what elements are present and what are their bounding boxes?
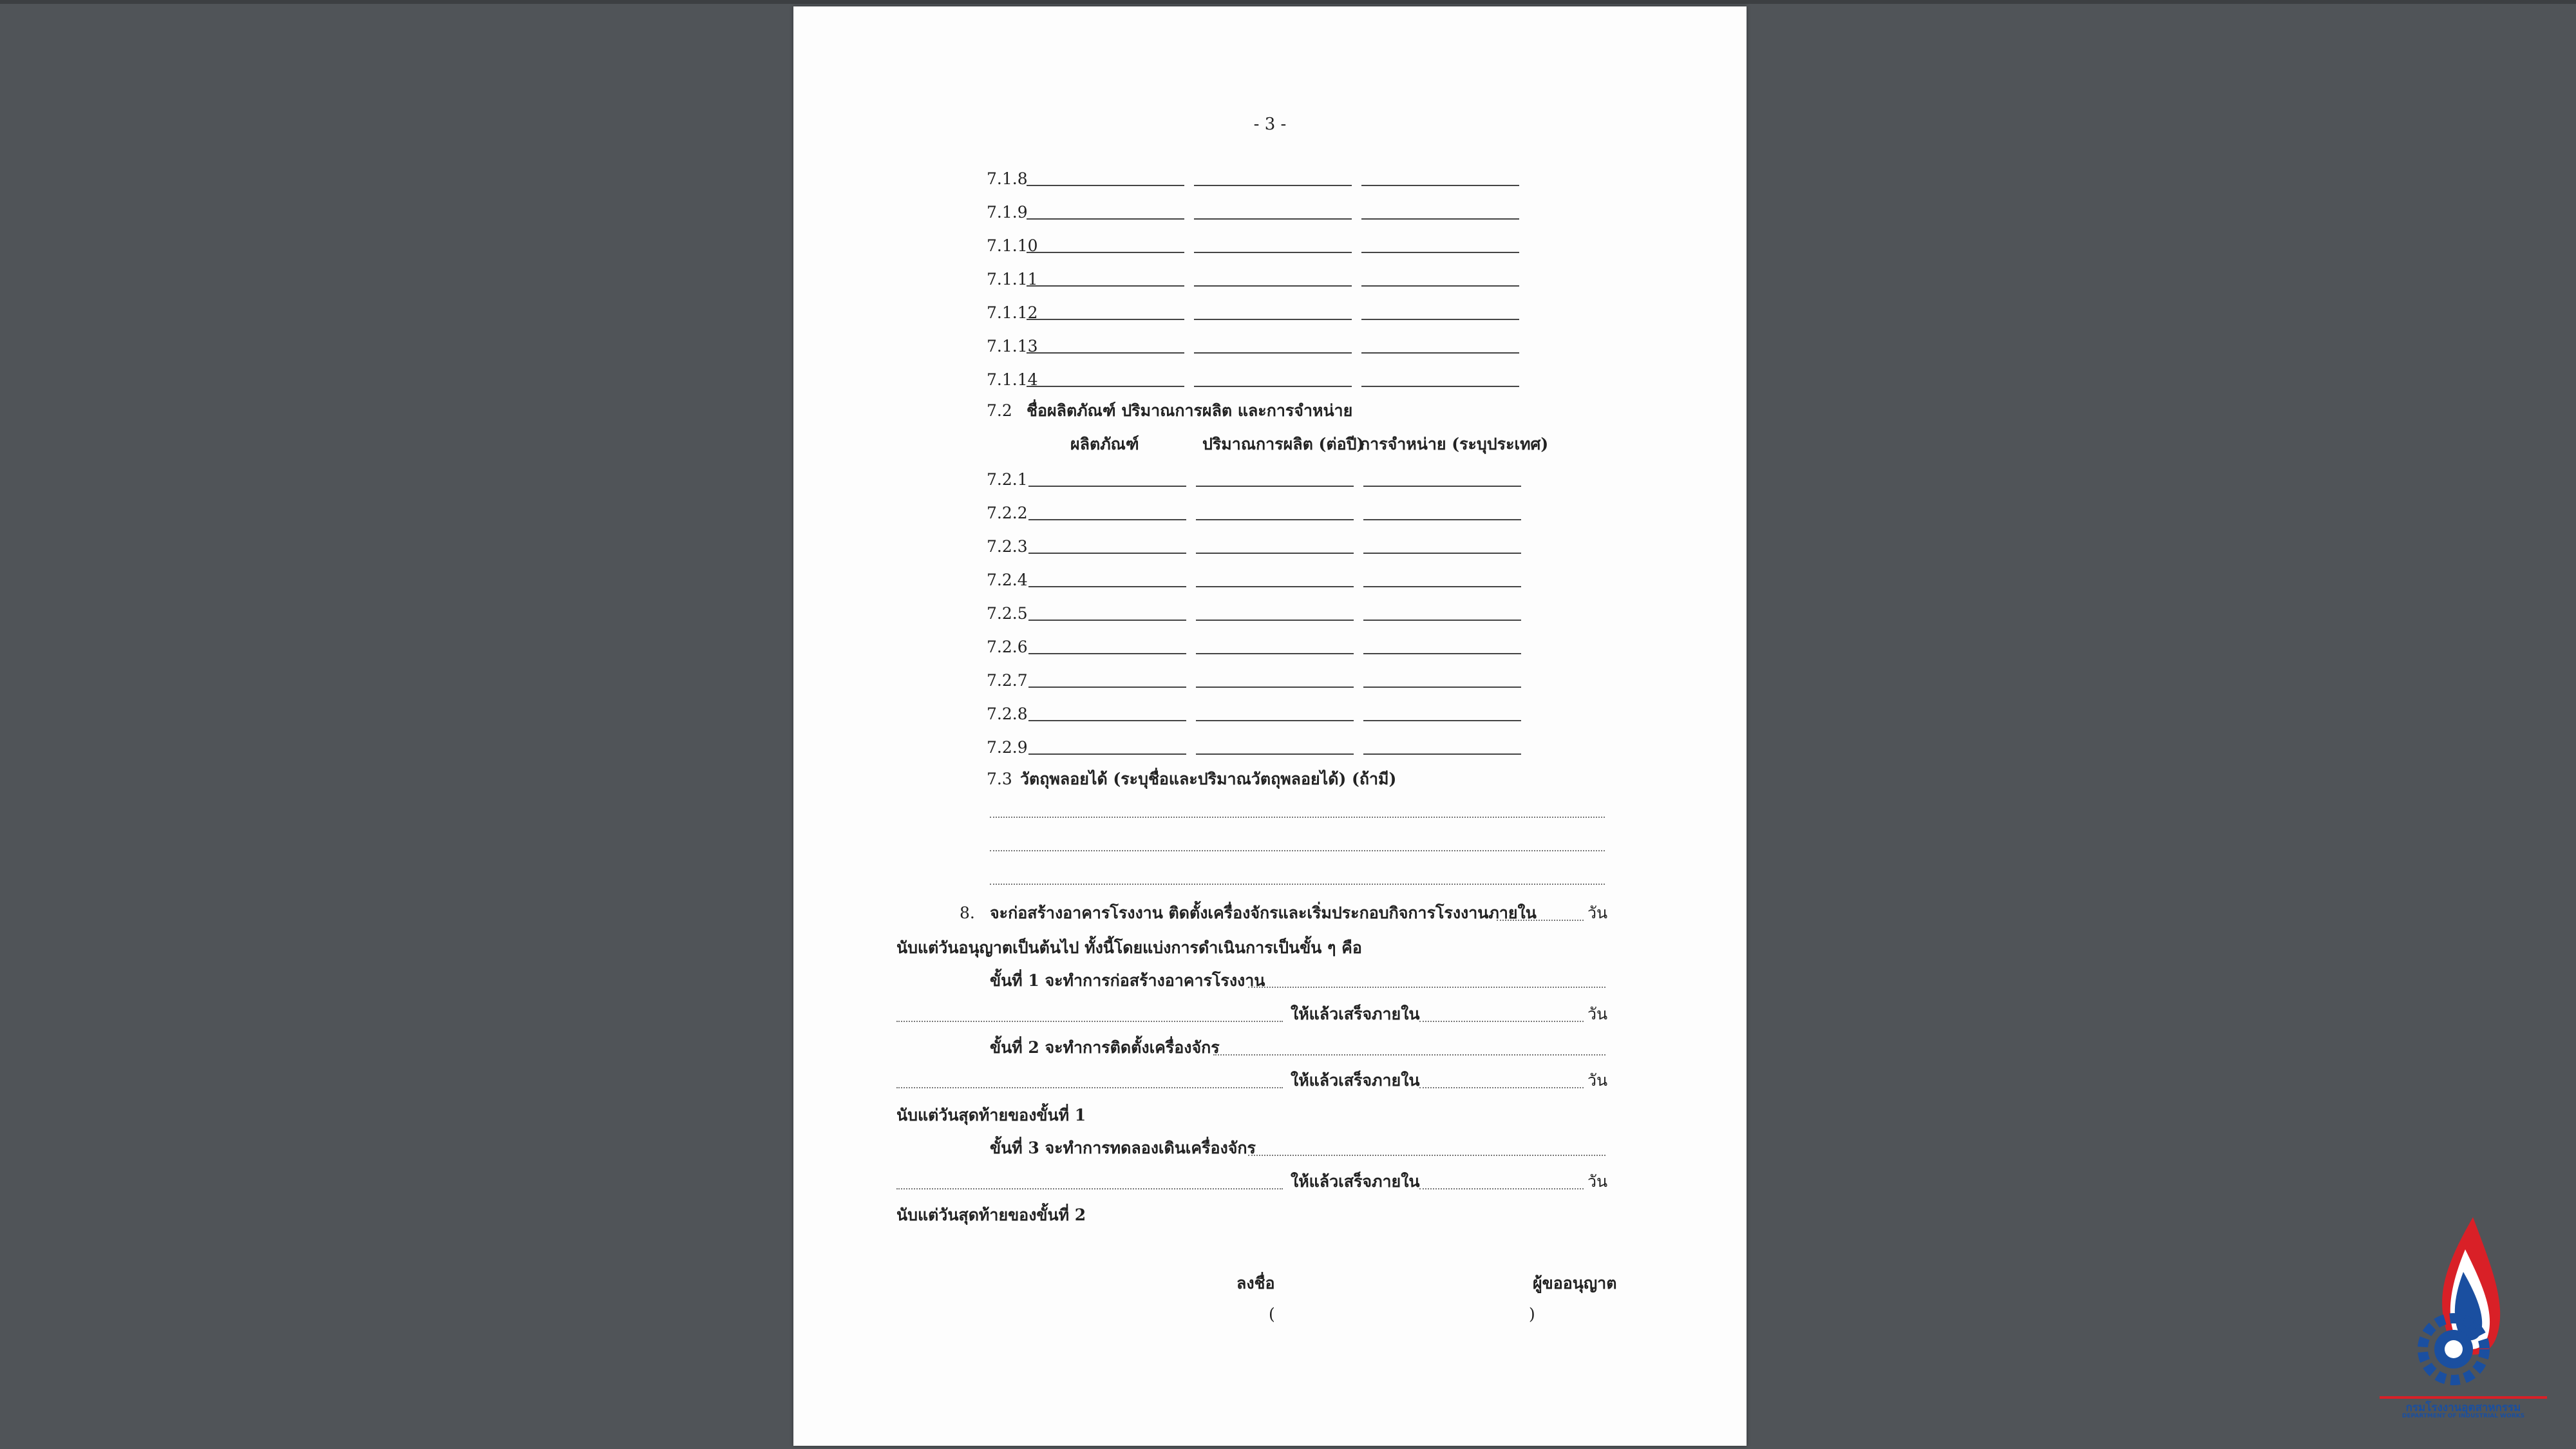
fill-in-line <box>1361 352 1519 354</box>
fill-in-line <box>1196 753 1354 755</box>
fill-in-line <box>1196 620 1354 621</box>
step-3: ขั้นที่ 3 จะทำการทดลองเดินเครื่องจักร <box>990 1139 1256 1157</box>
logo-text-en: DEPARTMENT OF INDUSTRIAL WORKS <box>2401 1413 2525 1419</box>
section-8-number: 8. <box>960 904 975 922</box>
step-1-blank-2 <box>896 1021 1283 1022</box>
step-1-days-blank <box>1419 1021 1584 1022</box>
fill-in-line <box>1363 586 1521 587</box>
fill-in-line <box>1194 352 1352 354</box>
fill-in-line <box>1194 218 1352 220</box>
fill-in-line <box>1363 753 1521 755</box>
fill-in-line <box>1194 386 1352 387</box>
viewer-top-bar <box>0 0 2576 4</box>
fill-in-line <box>1027 185 1184 186</box>
item-number: 7.2.7 <box>987 671 1028 690</box>
section-7-3-title: วัตถุพลอยได้ (ระบุชื่อและปริมาณวัตถุพลอยได้) (ถ้ามี) <box>1020 770 1397 788</box>
section-7-3-number: 7.3 <box>987 770 1012 788</box>
step-2-note: นับแต่วันสุดท้ายของขั้นที่ 1 <box>896 1106 1086 1124</box>
fill-in-line <box>1363 687 1521 688</box>
fill-in-line <box>1361 185 1519 186</box>
fill-in-line <box>1194 319 1352 320</box>
item-number: 7.2.2 <box>987 504 1028 522</box>
fill-in-line <box>1196 486 1354 487</box>
item-number: 7.1.8 <box>987 169 1028 188</box>
column-product: ผลิตภัณฑ์ <box>1070 435 1139 453</box>
item-number: 7.2.4 <box>987 571 1028 589</box>
item-number: 7.2.1 <box>987 470 1028 489</box>
item-number: 7.1.10 <box>987 236 1038 255</box>
step-1-blank <box>1248 987 1605 988</box>
fill-in-line <box>1028 620 1186 621</box>
fill-in-line <box>1363 653 1521 654</box>
fill-in-line <box>1028 486 1186 487</box>
section-8-line1: จะก่อสร้างอาคารโรงงาน ติดตั้งเครื่องจักรและเริ่มประกอบกิจการโรงงานภายใน <box>990 904 1537 922</box>
step-3-note: นับแต่วันสุดท้ายของขั้นที่ 2 <box>896 1206 1086 1224</box>
fill-in-line <box>1194 185 1352 186</box>
step-3-blank <box>1248 1155 1605 1156</box>
fill-in-line <box>1028 687 1186 688</box>
paren-open: ( <box>1269 1305 1275 1323</box>
fill-in-line <box>1361 218 1519 220</box>
fill-in-line <box>1196 519 1354 520</box>
fill-in-line <box>1196 687 1354 688</box>
fill-in-line <box>1194 252 1352 253</box>
fill-in-line <box>1196 586 1354 587</box>
fill-in-line <box>1363 720 1521 721</box>
fill-in-line <box>1363 553 1521 554</box>
step-2-blank <box>1213 1054 1605 1056</box>
flame-gear-icon <box>2376 1211 2550 1423</box>
fill-in-line <box>1361 319 1519 320</box>
step-1-complete-within: ให้แล้วเสร็จภายใน <box>1291 1005 1420 1023</box>
section-7-2-title: ชื่อผลิตภัณฑ์ ปริมาณการผลิต และการจำหน่าย <box>1027 401 1353 420</box>
fill-in-line <box>1028 586 1186 587</box>
applicant-label: ผู้ขออนุญาต <box>1533 1274 1617 1293</box>
item-number: 7.1.12 <box>987 303 1038 322</box>
fill-in-line <box>1027 319 1184 320</box>
fill-in-line <box>1027 218 1184 220</box>
fill-in-line <box>1361 252 1519 253</box>
item-number: 7.2.8 <box>987 705 1028 723</box>
document-page <box>793 6 1747 1446</box>
fill-in-line <box>1027 386 1184 387</box>
step-2-complete-within: ให้แล้วเสร็จภายใน <box>1291 1071 1420 1090</box>
fill-in-line <box>1028 753 1186 755</box>
fill-in-line <box>1363 620 1521 621</box>
item-number: 7.1.13 <box>987 337 1038 355</box>
section-8-line2: นับแต่วันอนุญาตเป็นต้นไป ทั้งนี้โดยแบ่งการดำเนินการเป็นขั้น ๆ คือ <box>896 938 1362 957</box>
fill-in-line <box>1196 720 1354 721</box>
by-product-line <box>990 850 1605 851</box>
step-2: ขั้นที่ 2 จะทำการติดตั้งเครื่องจักร <box>990 1038 1220 1057</box>
by-product-line <box>990 817 1605 818</box>
step-1: ขั้นที่ 1 จะทำการก่อสร้างอาคารโรงงาน <box>990 971 1265 990</box>
logo-text-th: กรมโรงงานอุตสาหกรรม <box>2405 1401 2521 1414</box>
fill-in-line <box>1363 486 1521 487</box>
fill-in-line <box>1027 285 1184 287</box>
step-3-blank-2 <box>896 1188 1283 1189</box>
fill-in-line <box>1027 352 1184 354</box>
step-2-blank-2 <box>896 1087 1283 1088</box>
fill-in-line <box>1028 720 1186 721</box>
item-number: 7.1.11 <box>987 270 1038 289</box>
fill-in-line <box>1194 285 1352 287</box>
item-number: 7.2.5 <box>987 604 1028 623</box>
sign-label: ลงชื่อ <box>1236 1274 1275 1293</box>
department-logo <box>2376 1211 2550 1423</box>
item-number: 7.2.9 <box>987 738 1028 757</box>
days-blank <box>1497 920 1584 921</box>
step-3-days: วัน <box>1587 1172 1608 1191</box>
fill-in-line <box>1028 653 1186 654</box>
paren-close: ) <box>1529 1305 1535 1323</box>
step-3-days-blank <box>1419 1188 1584 1189</box>
item-number: 7.1.14 <box>987 370 1038 389</box>
fill-in-line <box>1028 519 1186 520</box>
step-2-days-blank <box>1419 1087 1584 1088</box>
fill-in-line <box>1361 386 1519 387</box>
column-sales: การจำหน่าย (ระบุประเทศ) <box>1360 435 1549 453</box>
column-quantity: ปริมาณการผลิต (ต่อปี) <box>1202 435 1365 453</box>
days-label: วัน <box>1587 904 1608 922</box>
step-2-days: วัน <box>1587 1071 1608 1090</box>
item-number: 7.1.9 <box>987 203 1028 222</box>
item-number: 7.2.3 <box>987 537 1028 556</box>
fill-in-line <box>1363 519 1521 520</box>
fill-in-line <box>1196 553 1354 554</box>
fill-in-line <box>1028 553 1186 554</box>
page-number: - 3 - <box>1253 115 1287 134</box>
step-1-days: วัน <box>1587 1005 1608 1023</box>
by-product-line <box>990 884 1605 885</box>
fill-in-line <box>1196 653 1354 654</box>
fill-in-line <box>1027 252 1184 253</box>
fill-in-line <box>1361 285 1519 287</box>
item-number: 7.2.6 <box>987 638 1028 656</box>
step-3-complete-within: ให้แล้วเสร็จภายใน <box>1291 1172 1420 1191</box>
section-7-2-number: 7.2 <box>987 401 1012 420</box>
